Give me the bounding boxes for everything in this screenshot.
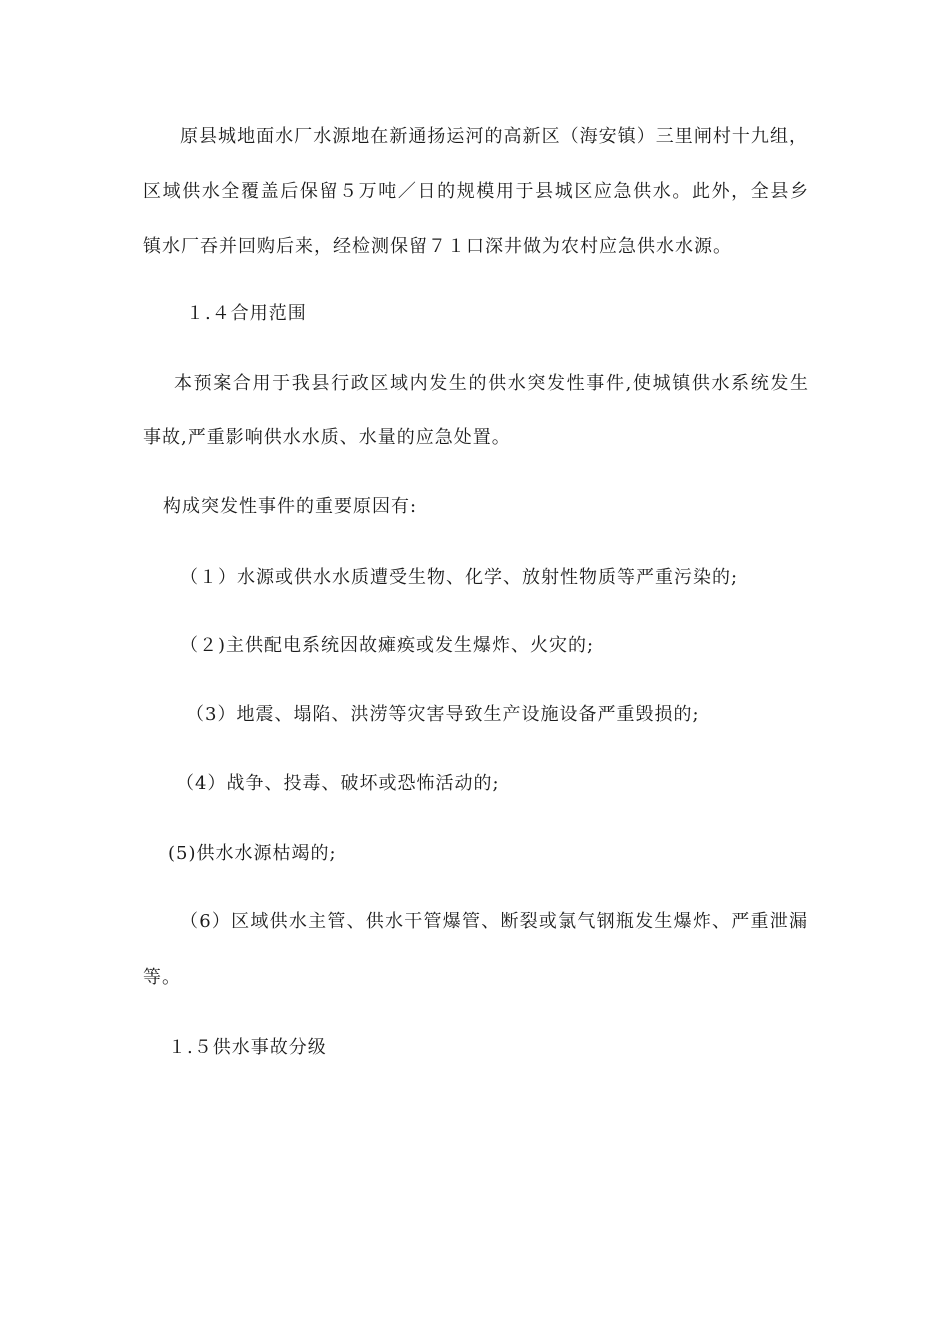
list-item: （3）地震、塌陷、洪涝等灾害导致生产设施设备严重毁损的; [186, 704, 700, 725]
list-item: (5)供水水源枯竭的; [168, 843, 337, 864]
paragraph-line: 构成突发性事件的重要原因有: [163, 496, 418, 517]
list-item: （6）区域供水主管、供水干管爆管、断裂或氯气钢瓶发生爆炸、严重泄漏 [180, 911, 807, 932]
list-item: （4）战争、投毒、破坏或恐怖活动的; [176, 773, 500, 794]
paragraph-line: 本预案合用于我县行政区域内发生的供水突发性事件,使城镇供水系统发生 [174, 373, 808, 394]
paragraph-line: 区域供水全覆盖后保留５万吨／日的规模用于县城区应急供水。此外，全县乡 [143, 181, 808, 202]
section-heading: １.５供水事故分级 [168, 1037, 327, 1058]
list-item: （２)主供配电系统因故瘫痪或发生爆炸、火灾的; [180, 635, 595, 656]
paragraph-line: 原县城地面水厂水源地在新通扬运河的高新区（海安镇）三里闸村十九组， [180, 126, 807, 147]
paragraph-line: 等。 [143, 967, 181, 988]
section-heading: １.４合用范围 [186, 303, 307, 324]
list-item: （１）水源或供水水质遭受生物、化学、放射性物质等严重污染的; [180, 567, 739, 588]
paragraph-line: 事故,严重影响供水水质、水量的应急处置。 [143, 427, 511, 448]
paragraph-line: 镇水厂吞并回购后来，经检测保留７１口深井做为农村应急供水水源。 [143, 236, 732, 257]
